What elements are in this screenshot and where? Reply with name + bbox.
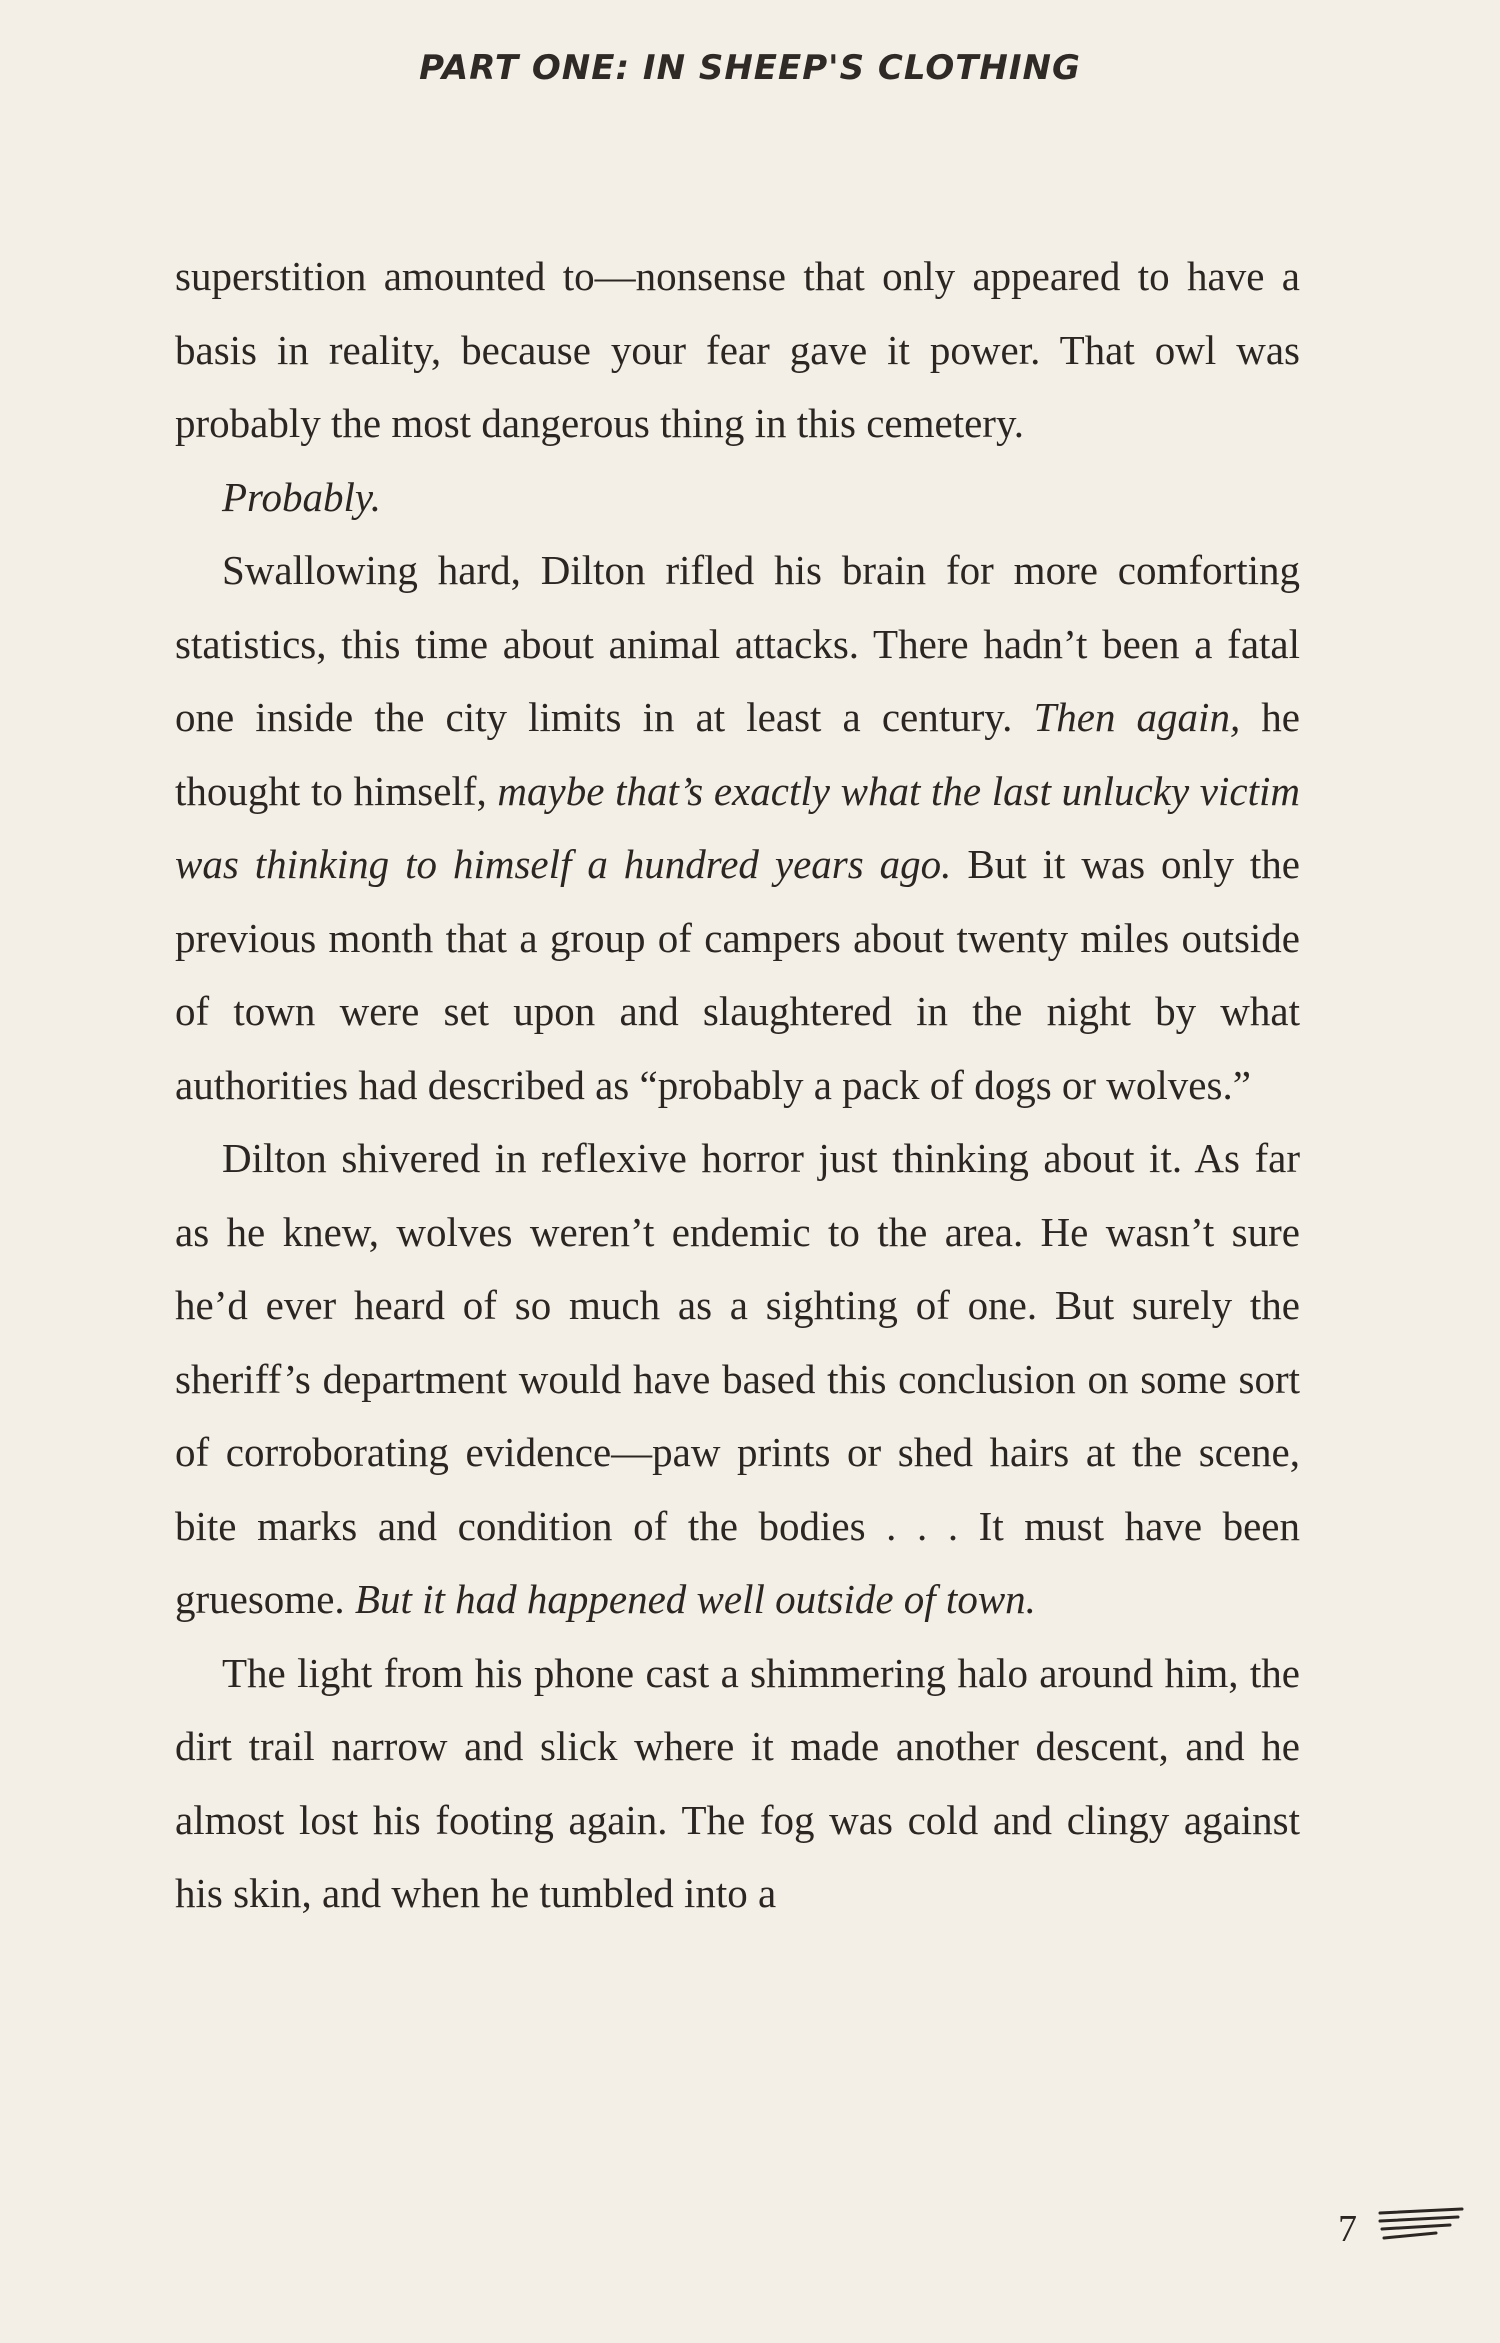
paragraph-2-italic: Probably. xyxy=(222,473,382,520)
paragraph-1-text: superstition amounted to—nonsense that only appeared to have a basis in reality, because your fear gave it power. That owl was probably the most dangerous thing in this cemetery. xyxy=(175,253,1300,446)
paragraph-5 xyxy=(175,1637,1300,1931)
claw-scratch-icon xyxy=(1378,2205,1464,2245)
running-head: PART ONE: IN SHEEP'S CLOTHING xyxy=(419,48,1081,88)
paragraph-3 xyxy=(175,534,1300,1122)
paragraph-4-text-a: Dilton shivered in reflexive horror just thinking about it. As far as he knew, wolves weren’t endemic to the area. He wasn’t sure he’d ever heard of so much as a sighting of one. But surely the sheriff’s department would have based this conclusion on some sort of corroborating evidence—paw prints or shed hairs at the scene, bite marks and condition of the bodies . . . It must have been gruesome. xyxy=(175,1135,1300,1622)
paragraph-5-text: The light from his phone cast a shimmering halo around him, the dirt trail narrow and slick where it made another descent, and he almost lost his footing again. The fog was cold and clingy against his skin, and when he tumbled into a xyxy=(175,1649,1300,1916)
paragraph-3-italic-b: Then again, xyxy=(1033,694,1241,740)
paragraph-2 xyxy=(175,461,1300,535)
page-number: 7 xyxy=(1338,2208,1357,2250)
paragraph-3-text-e: But it was only the previous month that a group of campers about twenty miles outside of town were set upon and slaughtered in the night by what authorities had described as “probably a pack of dogs or wolves.” xyxy=(175,841,1300,1108)
paragraph-4-italic-b: But it had happened well outside of town. xyxy=(354,1576,1036,1622)
body-text xyxy=(175,240,1300,1931)
paragraph-3-text-a: Swallowing hard, Dilton rifled his brain for more comforting statistics, this time about animal attacks. There hadn’t been a fatal one inside the city limits in at least a century. xyxy=(175,547,1300,740)
paragraph-1 xyxy=(175,240,1300,461)
paragraph-3-text-c: he thought to himself, xyxy=(175,694,1300,814)
paragraph-3-italic-d: maybe that’s exactly what the last unlucky victim was thinking to himself a hundred years ago. xyxy=(175,767,1300,887)
paragraph-4 xyxy=(175,1122,1300,1637)
